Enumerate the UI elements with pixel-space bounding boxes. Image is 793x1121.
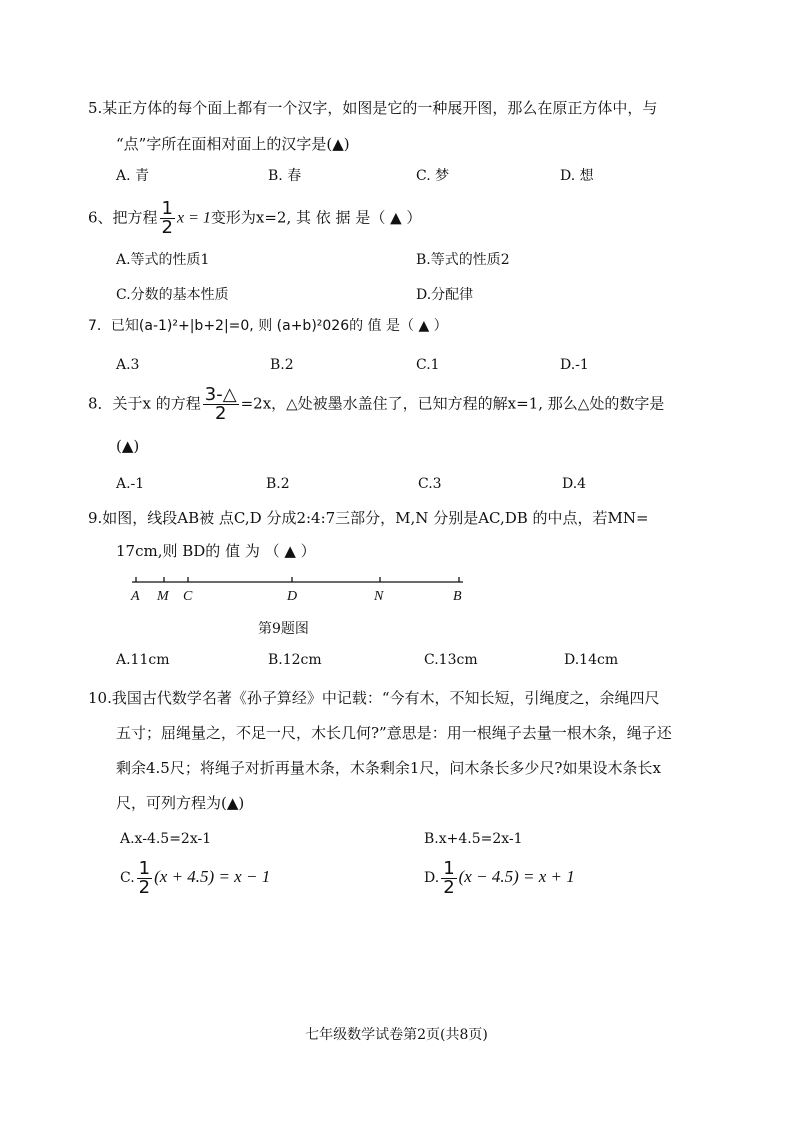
q6-option-d: D.分配律: [416, 287, 474, 303]
q5-option-d: D. 想: [560, 168, 594, 184]
q10-option-c-fraction: [137, 857, 152, 898]
q10-option-c: [120, 857, 270, 898]
label-c: C: [183, 589, 193, 604]
q6-option-a: A.等式的性质1: [116, 252, 210, 268]
q5-option-b: B. 春: [268, 168, 302, 184]
q8-fraction: [203, 386, 239, 423]
q8-suffix: =2x，△处被墨水盖住了，已知方程的解x=1, 那么△处的数字是: [240, 394, 665, 413]
q10-option-d-expression: (x − 4.5) = x + 1: [458, 867, 575, 886]
q6-fraction: [160, 200, 175, 237]
q10-line1: 10.我国古代数学名著《孙子算经》中记载：“今有木，不知长短，引绳度之，余绳四尺: [88, 689, 660, 707]
q10-line4: 尺，可列方程为(▲): [116, 794, 245, 812]
q5-line1: 5.某正方体的每个面上都有一个汉字，如图是它的一种展开图，那么在原正方体中，与: [88, 99, 658, 117]
q10-d-frac-num: 1: [443, 857, 455, 879]
q10-option-c-label: C.: [120, 870, 135, 886]
q6-suffix: 变形为x=2, 其 依 据 是（ ▲ ）: [210, 208, 422, 227]
q10-line3: 剩余4.5尺；将绳子对折再量木条，木条剩余1尺，问木条长多少尺?如果设木条长x: [116, 759, 661, 777]
q6-equation: x = 1: [177, 209, 211, 227]
q8-line1: [88, 386, 664, 423]
q5-option-c: C. 梦: [416, 168, 450, 184]
q8-frac-num: 3-△: [204, 384, 237, 405]
q9-option-d: D.14cm: [564, 652, 619, 668]
q9-option-a: A.11cm: [116, 652, 170, 668]
q8-frac-den: 2: [214, 403, 227, 424]
q10-line2: 五寸；屈绳量之，不足一尺，木长几何?”意思是：用一根绳子去量一根木条，绳子还: [116, 724, 672, 742]
q7-option-c: C.1: [416, 357, 440, 373]
q10-c-frac-den: 2: [138, 876, 151, 898]
q8-line2: (▲): [116, 437, 140, 455]
q6-option-c: C.分数的基本性质: [116, 287, 229, 303]
q7-option-d: D.-1: [560, 357, 589, 373]
q10-option-d-fraction: [441, 857, 456, 898]
q10-option-c-expression: (x + 4.5) = x − 1: [154, 867, 271, 886]
q8-option-a: A.-1: [116, 476, 145, 492]
q9-option-c: C.13cm: [424, 652, 478, 668]
q7-option-b: B.2: [270, 357, 294, 373]
q8-option-c: C.3: [418, 476, 442, 492]
q9-segment-figure: [120, 570, 480, 610]
q6-frac-num: 1: [161, 198, 173, 219]
q10-option-d-label: D.: [424, 870, 440, 886]
q9-figure-caption: 第9题图: [258, 621, 309, 637]
label-m: M: [157, 589, 169, 604]
q10-d-frac-den: 2: [443, 876, 455, 898]
q8-option-d: D.4: [562, 476, 587, 492]
q6-option-b: B.等式的性质2: [416, 252, 510, 268]
q8-option-b: B.2: [266, 476, 290, 492]
q10-option-b: B.x+4.5=2x-1: [424, 831, 523, 847]
q6-prefix: 6、把方程: [88, 208, 158, 227]
q10-option-a: A.x-4.5=2x-1: [120, 831, 212, 847]
page-footer: 七年级数学试卷第2页(共8页): [305, 1027, 488, 1043]
q5-line2: “点”字所在面相对面上的汉字是(▲): [116, 135, 350, 153]
q7-option-a: A.3: [116, 357, 140, 373]
q8-prefix: 8．关于x 的方程: [88, 394, 201, 413]
q6-line: [88, 200, 421, 237]
q10-option-d: [424, 857, 575, 898]
q10-c-frac-num: 1: [138, 857, 151, 879]
q7-line: 7．已知(a-1)²+|b+2|=0, 则 (a+b)²026的 值 是（ ▲ ）: [88, 318, 448, 334]
label-n: N: [374, 589, 384, 604]
q9-option-b: B.12cm: [268, 652, 322, 668]
label-b: B: [453, 589, 462, 604]
q6-frac-den: 2: [161, 217, 173, 238]
q9-line2: 17cm,则 BD的 值 为 （ ▲ ）: [116, 542, 316, 560]
label-a: A: [131, 589, 140, 604]
q5-option-a: A. 青: [116, 168, 150, 184]
label-d: D: [287, 589, 298, 604]
q9-line1: 9.如图，线段AB被 点C,D 分成2:4:7三部分，M,N 分别是AC,DB 的中点，若MN=: [88, 509, 649, 527]
